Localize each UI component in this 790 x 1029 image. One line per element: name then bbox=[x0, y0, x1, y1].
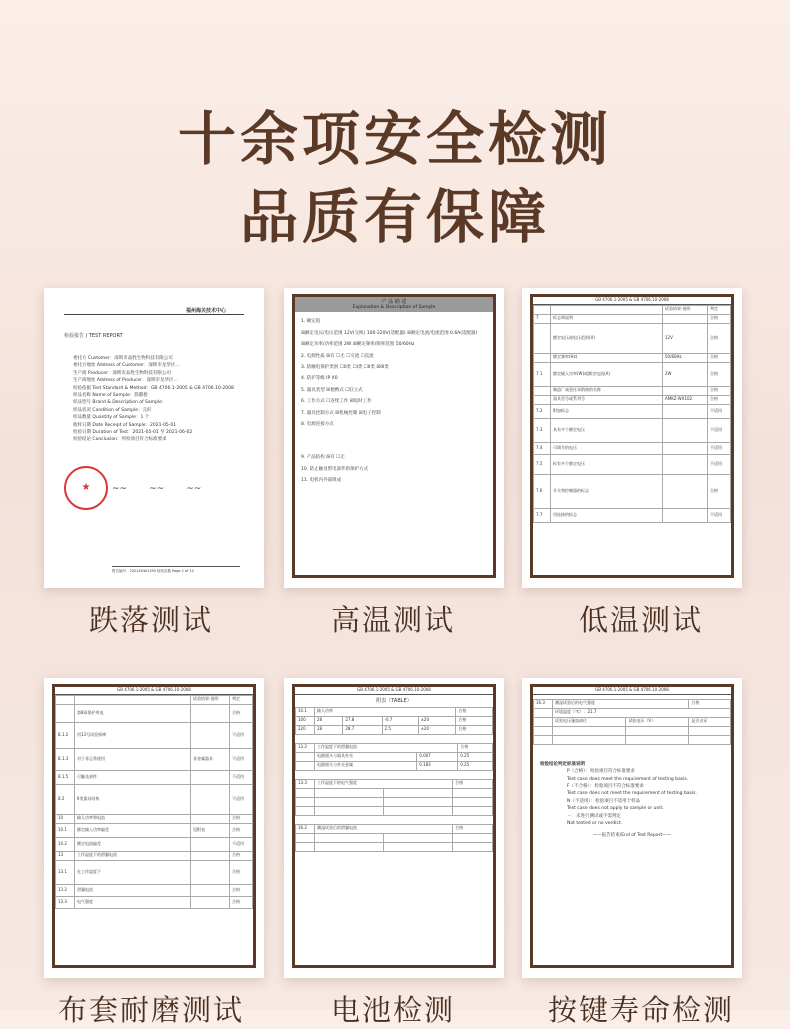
description-line: 4. 防护等级 IP X0 bbox=[301, 376, 338, 382]
report-line: 委托方地址 Address of Customer：深圳市龙华区... bbox=[73, 363, 180, 369]
description-line: 10. 防止触及带电部件的保护方式 bbox=[301, 466, 369, 472]
description-line: 9. 产品结构 ☒有 ☐无 bbox=[301, 455, 345, 461]
table-row: 7.6 开关和控制器的标志 合格 bbox=[534, 474, 731, 508]
standard-line: GB 4706.1-2005 & GB 4706.10-2008 bbox=[55, 687, 253, 695]
description-line: 11. 电机内外部组成 bbox=[301, 478, 342, 484]
report-line: 检验结论 Conclusion：所检项目符合标准要求 bbox=[73, 437, 167, 443]
report-card-low-temp bbox=[522, 288, 742, 588]
description-line: 1. 额定值 bbox=[301, 319, 321, 325]
caption-abrasion-test: 布套耐磨测试 bbox=[57, 993, 244, 1027]
report-line: 样品型号 Brand & Description of Sample： bbox=[73, 400, 167, 406]
sample-description-page bbox=[292, 294, 496, 578]
caption-low-temp: 低温测试 bbox=[578, 603, 703, 637]
report-line: 生产商 Producer：深圳市品胜生物科技有限公司 bbox=[73, 370, 171, 376]
table-row: 额定电压或电压范围(V) 12V 合格 bbox=[534, 323, 731, 353]
table-row: 8.1.5 可触及部件 不适用 bbox=[56, 770, 253, 784]
table-row: 器具型号或系列号 AMKZ-WX102 合格 bbox=[534, 395, 731, 404]
report-line: 委托方 Customer：深圳市品胜生物科技有限公司 bbox=[73, 356, 173, 361]
report-card-battery-test bbox=[284, 678, 504, 978]
report-doc-title: 检验报告 / TEST REPORT bbox=[64, 333, 123, 339]
verdict-line: －：未进行测试或不需判定 bbox=[567, 813, 621, 819]
table-row: 额定频率(Hz) 50/60Hz 合格 bbox=[534, 353, 731, 362]
caption-high-temp: 高温测试 bbox=[330, 603, 455, 637]
description-line: 5. 器具类型 ☒便携式 ☐驻立式 bbox=[301, 387, 363, 393]
verdict-line: Test case does not apply to sample or unit. bbox=[567, 806, 664, 812]
table-row: 100 28 27.8 -0.7 ±20 合格 bbox=[296, 716, 493, 725]
table-row: 13 工作温度下的泄漏电流 合格 bbox=[56, 851, 253, 860]
humidity-strength-table: 16.3 潮湿试验后的电气强度 合格 环境温度（℃）：21.7 试验电压施加部位 试验电压（V） 是否击穿 bbox=[533, 699, 731, 745]
strength-table: 13.3 工作温度下的电气强度 合格 bbox=[295, 779, 493, 816]
caption-button-life-test: 按键寿命检测 bbox=[547, 993, 734, 1027]
table-row: 7.5 标有多个额定电压 不适用 bbox=[534, 454, 731, 474]
verdict-legend-title: 检验结论判定标准说明 bbox=[540, 761, 585, 767]
table-row: 7.3 具有多个额定电压 不适用 bbox=[534, 418, 731, 442]
report-org: 福州海关技术中心 bbox=[64, 294, 244, 315]
table-row: 第8章保护用电 合格 bbox=[56, 704, 253, 722]
caption-battery-test: 电池检测 bbox=[330, 993, 455, 1027]
red-seal-stamp-icon: ★ bbox=[64, 466, 108, 510]
table-row: 10.1 额定输入功率偏差 见附表 合格 bbox=[56, 823, 253, 837]
table-row: 7 标志和说明 合格 bbox=[534, 314, 731, 323]
verdict-line: Test case does not meet the requirement of testing basis. bbox=[567, 791, 697, 797]
standard-line: GB 4706.1-2005 & GB 4706.10-2008 bbox=[295, 687, 493, 695]
verdict-line: P（合格）：检验项目符合标准要求 bbox=[567, 769, 635, 775]
appendix-table-page bbox=[292, 684, 496, 968]
report-line: 样品名称 Name of Sample：筋膜枪 bbox=[73, 392, 148, 398]
table-row: 8.1.2 用13号试验探棒 不适用 bbox=[56, 722, 253, 748]
marking-table bbox=[533, 305, 731, 523]
table-row: 7.2 附加标志 不适用 bbox=[534, 404, 731, 418]
caption-drop-test: 跌落测试 bbox=[88, 603, 213, 637]
verdict-legend bbox=[533, 745, 731, 840]
description-line: ☒额定电压/电压范围 12V(交换) 100-220V(适配器) ☒额定电流/电流范围 0.6A(适配器) bbox=[301, 330, 478, 336]
signature-marks: ~~ ~~ ~~ bbox=[112, 484, 202, 494]
table-row: 8.1.3 对于非正常使用 非金属器具 不适用 bbox=[56, 748, 253, 770]
description-header-en: Explanation & Description of Sample bbox=[352, 305, 436, 310]
verdict-line: N（不适用）：检验项目不适用于样品 bbox=[567, 798, 641, 804]
table-row: 13.3 电气强度 合格 bbox=[56, 896, 253, 908]
report-card-drop-test bbox=[44, 288, 264, 588]
report-line: 检验日期 Duration of Test：2021-05-01 至 2021-06-02 bbox=[73, 429, 193, 435]
final-report-page bbox=[530, 684, 734, 968]
report-line: 样品状况 Condition of Sample：完好 bbox=[73, 407, 152, 413]
table-row: 13.2 泄漏电流 合格 bbox=[56, 884, 253, 896]
description-line: 2. 电源性质 ☒有 ☐无 ☐交流 ☐直流 bbox=[301, 353, 374, 359]
description-line: 8. 电源连接方式 bbox=[301, 421, 334, 427]
description-header bbox=[295, 297, 493, 312]
description-line: ☒额定功率/功率范围 2W ☒额定频率/频率范围 50/60Hz bbox=[301, 342, 415, 348]
report-footer: 报告编号：2021XGW1190 检验页数 Page 1 of 12 bbox=[112, 566, 240, 573]
description-lines bbox=[295, 312, 493, 490]
col-verdict-header: 判定 bbox=[708, 305, 731, 314]
table-row: 13.1 在工作温度下 合格 bbox=[56, 860, 253, 884]
report-line: 收样日期 Date Receipt of Sample：2021-05-01 bbox=[73, 422, 177, 428]
table-row: 7.7 用连接的标志 不适用 bbox=[534, 508, 731, 522]
power-table: 10.1 输入功率 合格 100 28 27.8 -0.7 ±20 合格 220 28 28.7 2.5 ±20 合格 bbox=[295, 707, 493, 735]
table-row: 7.4 可调节的电压 不适用 bbox=[534, 442, 731, 454]
table-row: 7.1 额定输入功率(W)或额定电流(A) 2W 合格 bbox=[534, 362, 731, 386]
table-row: 制造厂或责任承销商的名称 合格 bbox=[534, 386, 731, 395]
report-card-button-life-test bbox=[522, 678, 742, 978]
verdict-line: Not tested or no verdict. bbox=[567, 820, 623, 826]
verdict-line: F（不合格）：检验项目不符合标准要求 bbox=[567, 783, 644, 789]
report-card-high-temp bbox=[284, 288, 504, 588]
table-row: 8.2 II类器具结构 不适用 bbox=[56, 784, 253, 814]
leakage-table: 13.2 工作温度下的泄漏电流 合格 电源插头与器具外壳 0.007 0.25 电源插头与外壳金属 0.183 0.25 bbox=[295, 743, 493, 771]
report-line: 生产商地址 Address of Producer：深圳市龙华区... bbox=[73, 378, 178, 384]
table-header: 试验电压施加部位 试验电压（V） 是否击穿 bbox=[534, 717, 731, 726]
headline-line-1: 十余项安全检测 bbox=[177, 105, 612, 173]
description-line: 6. 工作方式 ☐连续工作 ☒短时工作 bbox=[301, 399, 372, 405]
headline-line-2: 品质有保障 bbox=[239, 183, 550, 251]
protection-table: 试验结果-说明 判定 第8章保护用电 合格 8.1.2 用13号试验探棒 不适用 8.1.3 对于非正常使用 非金属器具 不适用 8.1.5 可触及部件 不适用 8.2 II类器具结构 不适用 10 输入功率和电流 合格 10.1 额定输入功率偏差 见附表 合格 10.2 额定电流偏差 不适用 13 工作温度下的泄漏电流 合格 13.1 在工作温度下 合格 13.2 泄漏电流 合格 13.3 电气强度 合格 bbox=[55, 695, 253, 909]
standard-line: GB 4706.1-2005 & GB 4706.10-2008 bbox=[533, 687, 731, 695]
report-line: 样品数量 Quantity of Sample：1 个 bbox=[73, 415, 150, 421]
report-lines bbox=[52, 349, 256, 444]
report-card-abrasion-test bbox=[44, 678, 264, 978]
protection-table-page bbox=[52, 684, 256, 968]
table-row: 电源插头与器具外壳 0.007 0.25 bbox=[296, 752, 493, 761]
appendix-title: 附表（TABLE） bbox=[376, 697, 412, 704]
description-header-cn: 产 品 描 述 bbox=[381, 299, 407, 305]
table-row: 10.2 额定电流偏差 不适用 bbox=[56, 837, 253, 851]
verdict-line: Test case does meet the requirement of testing basis. bbox=[567, 776, 689, 782]
table-row: 电源插头与外壳金属 0.183 0.25 bbox=[296, 761, 493, 770]
description-line: 7. 器具控制方式 ☒机械控制 ☒电子控制 bbox=[301, 410, 381, 416]
description-line: 3. 防触电保护类别 ☐0类 ☐I类 ☐II类 ☒III类 bbox=[301, 364, 389, 370]
col-result-header: 试验结果-说明 bbox=[663, 305, 708, 314]
standard-line: GB 4706.1-2005 & GB 4706.10-2008 bbox=[533, 297, 731, 305]
table-row: 10 输入功率和电流 合格 bbox=[56, 814, 253, 823]
report-line: 检验依据 Test Standard & Method：GB 4706.1-2005 & GB 4706.10-2008 bbox=[73, 385, 234, 391]
humidity-table: 16.2 潮湿试验后的泄漏电流 合格 bbox=[295, 824, 493, 852]
report-cover bbox=[52, 294, 256, 578]
marking-table-page bbox=[530, 294, 734, 578]
end-of-report: ——报告结束/End of Test Report—— bbox=[592, 833, 672, 839]
table-row: 220 28 28.7 2.5 ±20 合格 bbox=[296, 725, 493, 734]
